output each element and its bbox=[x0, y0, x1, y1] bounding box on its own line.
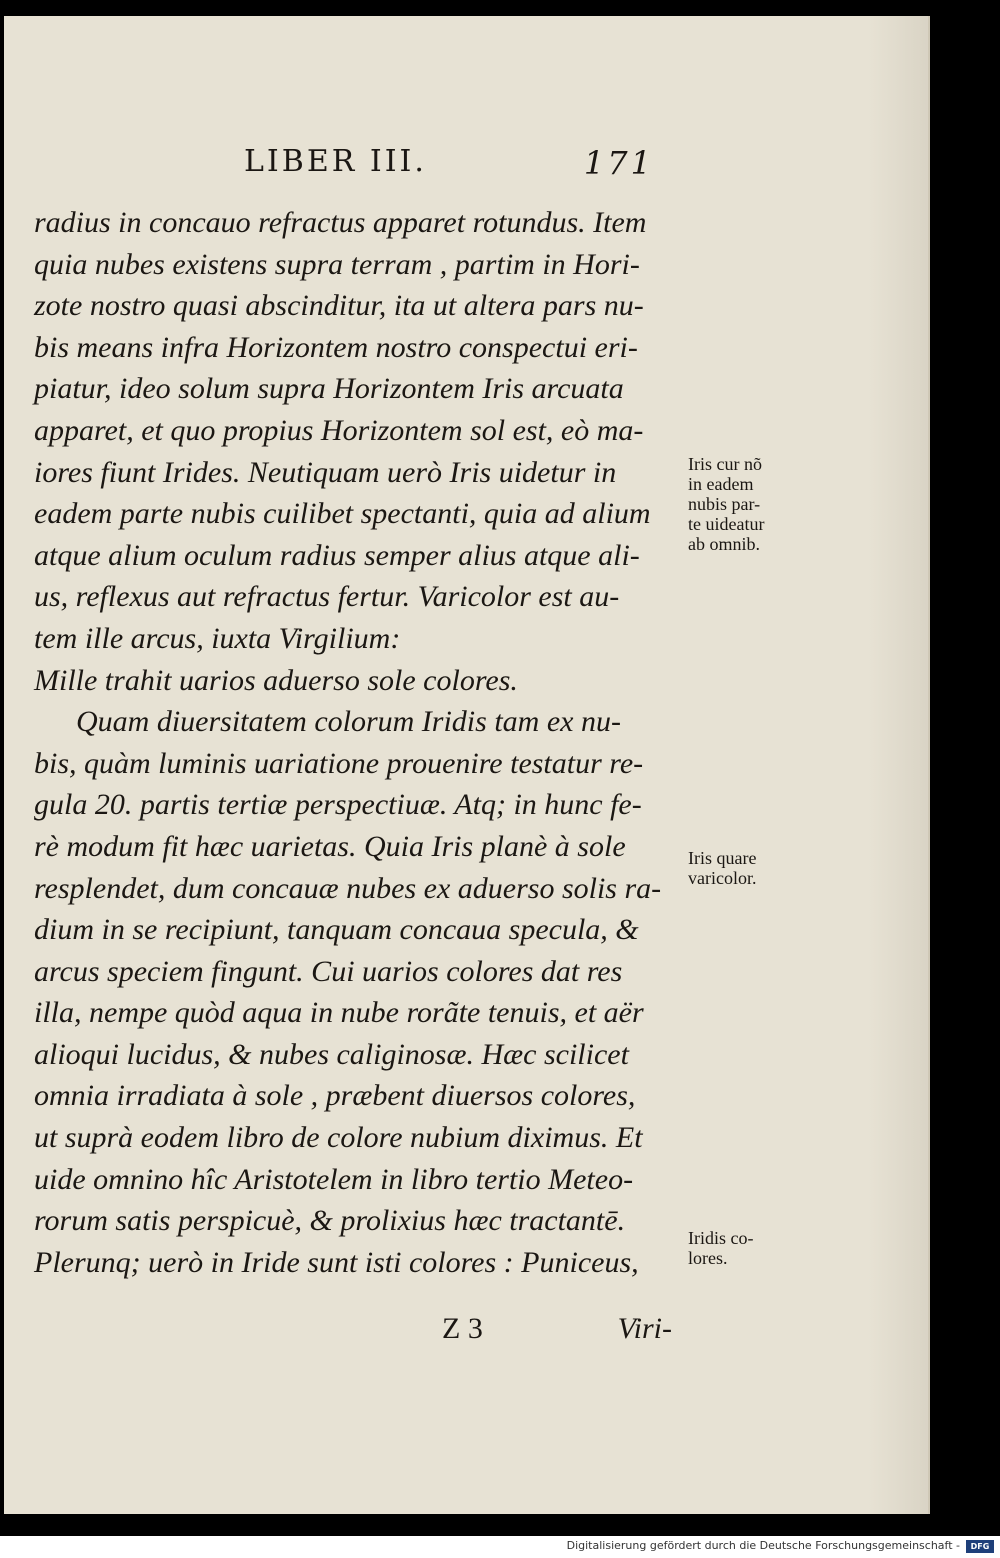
margin-note-line: te uideatur bbox=[688, 514, 765, 534]
margin-note-line: ab omnib. bbox=[688, 534, 760, 554]
running-head bbox=[244, 144, 654, 188]
margin-note-iris-cur bbox=[688, 454, 764, 554]
text-line: bis means infra Horizontem nostro conspectui eri- bbox=[34, 330, 638, 364]
footer-bar bbox=[0, 1536, 1000, 1558]
digitization-credit: Digitalisierung gefördert durch die Deutsche Forschungsgemeinschaft - bbox=[566, 1539, 960, 1552]
catchline bbox=[442, 1312, 672, 1352]
text-line: resplendet, dum concauæ nubes ex aduerso solis ra- bbox=[34, 871, 662, 905]
text-line: Plerunq; uerò in Iride sunt isti colores : Puniceus, bbox=[34, 1245, 639, 1279]
catchword: Viri- bbox=[617, 1312, 672, 1345]
text-line: zote nostro quasi abscinditur, ita ut altera pars nu- bbox=[34, 289, 644, 323]
text-line: arcus speciem fingunt. Cui uarios colores dat res bbox=[34, 954, 623, 988]
text-line: atque alium oculum radius semper alius atque ali- bbox=[34, 538, 640, 572]
text-line: apparet, et quo propius Horizontem sol est, eò ma- bbox=[34, 413, 644, 447]
text-line: radius in concauo refractus apparet rotundus. Item bbox=[34, 206, 647, 239]
margin-note-line: Iris cur nõ bbox=[688, 454, 762, 474]
text-line: dium in se recipiunt, tanquam concaua specula, & bbox=[34, 913, 639, 947]
margin-note-line: Iridis co- bbox=[688, 1228, 754, 1248]
text-line: alioqui lucidus, & nubes caliginosæ. Hæc scilicet bbox=[34, 1037, 629, 1071]
verse-quotation: Mille trahit uarios aduerso sole colores. bbox=[34, 663, 518, 697]
margin-note-iridis-colores bbox=[688, 1228, 753, 1268]
paragraph-start-line: Quam diuersitatem colorum Iridis tam ex nu- bbox=[76, 705, 621, 739]
page-edge-shading bbox=[868, 16, 928, 1514]
text-line: uide omnino hîc Aristotelem in libro tertio Meteo- bbox=[34, 1162, 634, 1196]
margin-note-line: lores. bbox=[688, 1248, 728, 1268]
text-line: iores fiunt Irides. Neutiquam uerò Iris uidetur in bbox=[34, 455, 617, 489]
text-line: quia nubes existens supra terram , partim in Hori- bbox=[34, 247, 640, 281]
text-line: illa, nempe quòd aqua in nube rorãte tenuis, et aër bbox=[34, 996, 644, 1030]
text-line: omnia irradiata à sole , præbent diuersos colores, bbox=[34, 1079, 636, 1113]
page-number: 171 bbox=[583, 144, 654, 182]
text-line: bis, quàm luminis uariatione prouenire testatur re- bbox=[34, 746, 644, 780]
text-line: gula 20. partis tertiæ perspectiuæ. Atq; in hunc fe- bbox=[34, 788, 642, 822]
margin-note-iris-quare bbox=[688, 848, 756, 888]
margin-note-line: varicolor. bbox=[688, 868, 757, 888]
text-line: us, reflexus aut refractus fertur. Varicolor est au- bbox=[34, 580, 620, 614]
text-line: ut suprà eodem libro de colore nubium diximus. Et bbox=[34, 1121, 643, 1155]
book-page bbox=[4, 16, 930, 1514]
signature-mark: Z 3 bbox=[442, 1312, 483, 1345]
text-line: rè modum fit hæc uarietas. Quia Iris planè à sole bbox=[34, 829, 626, 863]
text-line: tem ille arcus, iuxta Virgilium: bbox=[34, 621, 401, 655]
text-line: piatur, ideo solum supra Horizontem Iris arcuata bbox=[34, 372, 624, 406]
text-line: rorum satis perspicuè, & prolixius hæc tractantē. bbox=[34, 1204, 626, 1238]
margin-note-line: nubis par- bbox=[688, 494, 761, 514]
body-text bbox=[34, 202, 684, 1283]
dfg-logo-icon: DFG bbox=[966, 1540, 994, 1553]
text-line: eadem parte nubis cuilibet spectanti, quia ad alium bbox=[34, 497, 651, 531]
margin-note-line: Iris quare bbox=[688, 848, 757, 868]
running-head-title: LIBER III. bbox=[244, 144, 427, 179]
margin-note-line: in eadem bbox=[688, 474, 754, 494]
